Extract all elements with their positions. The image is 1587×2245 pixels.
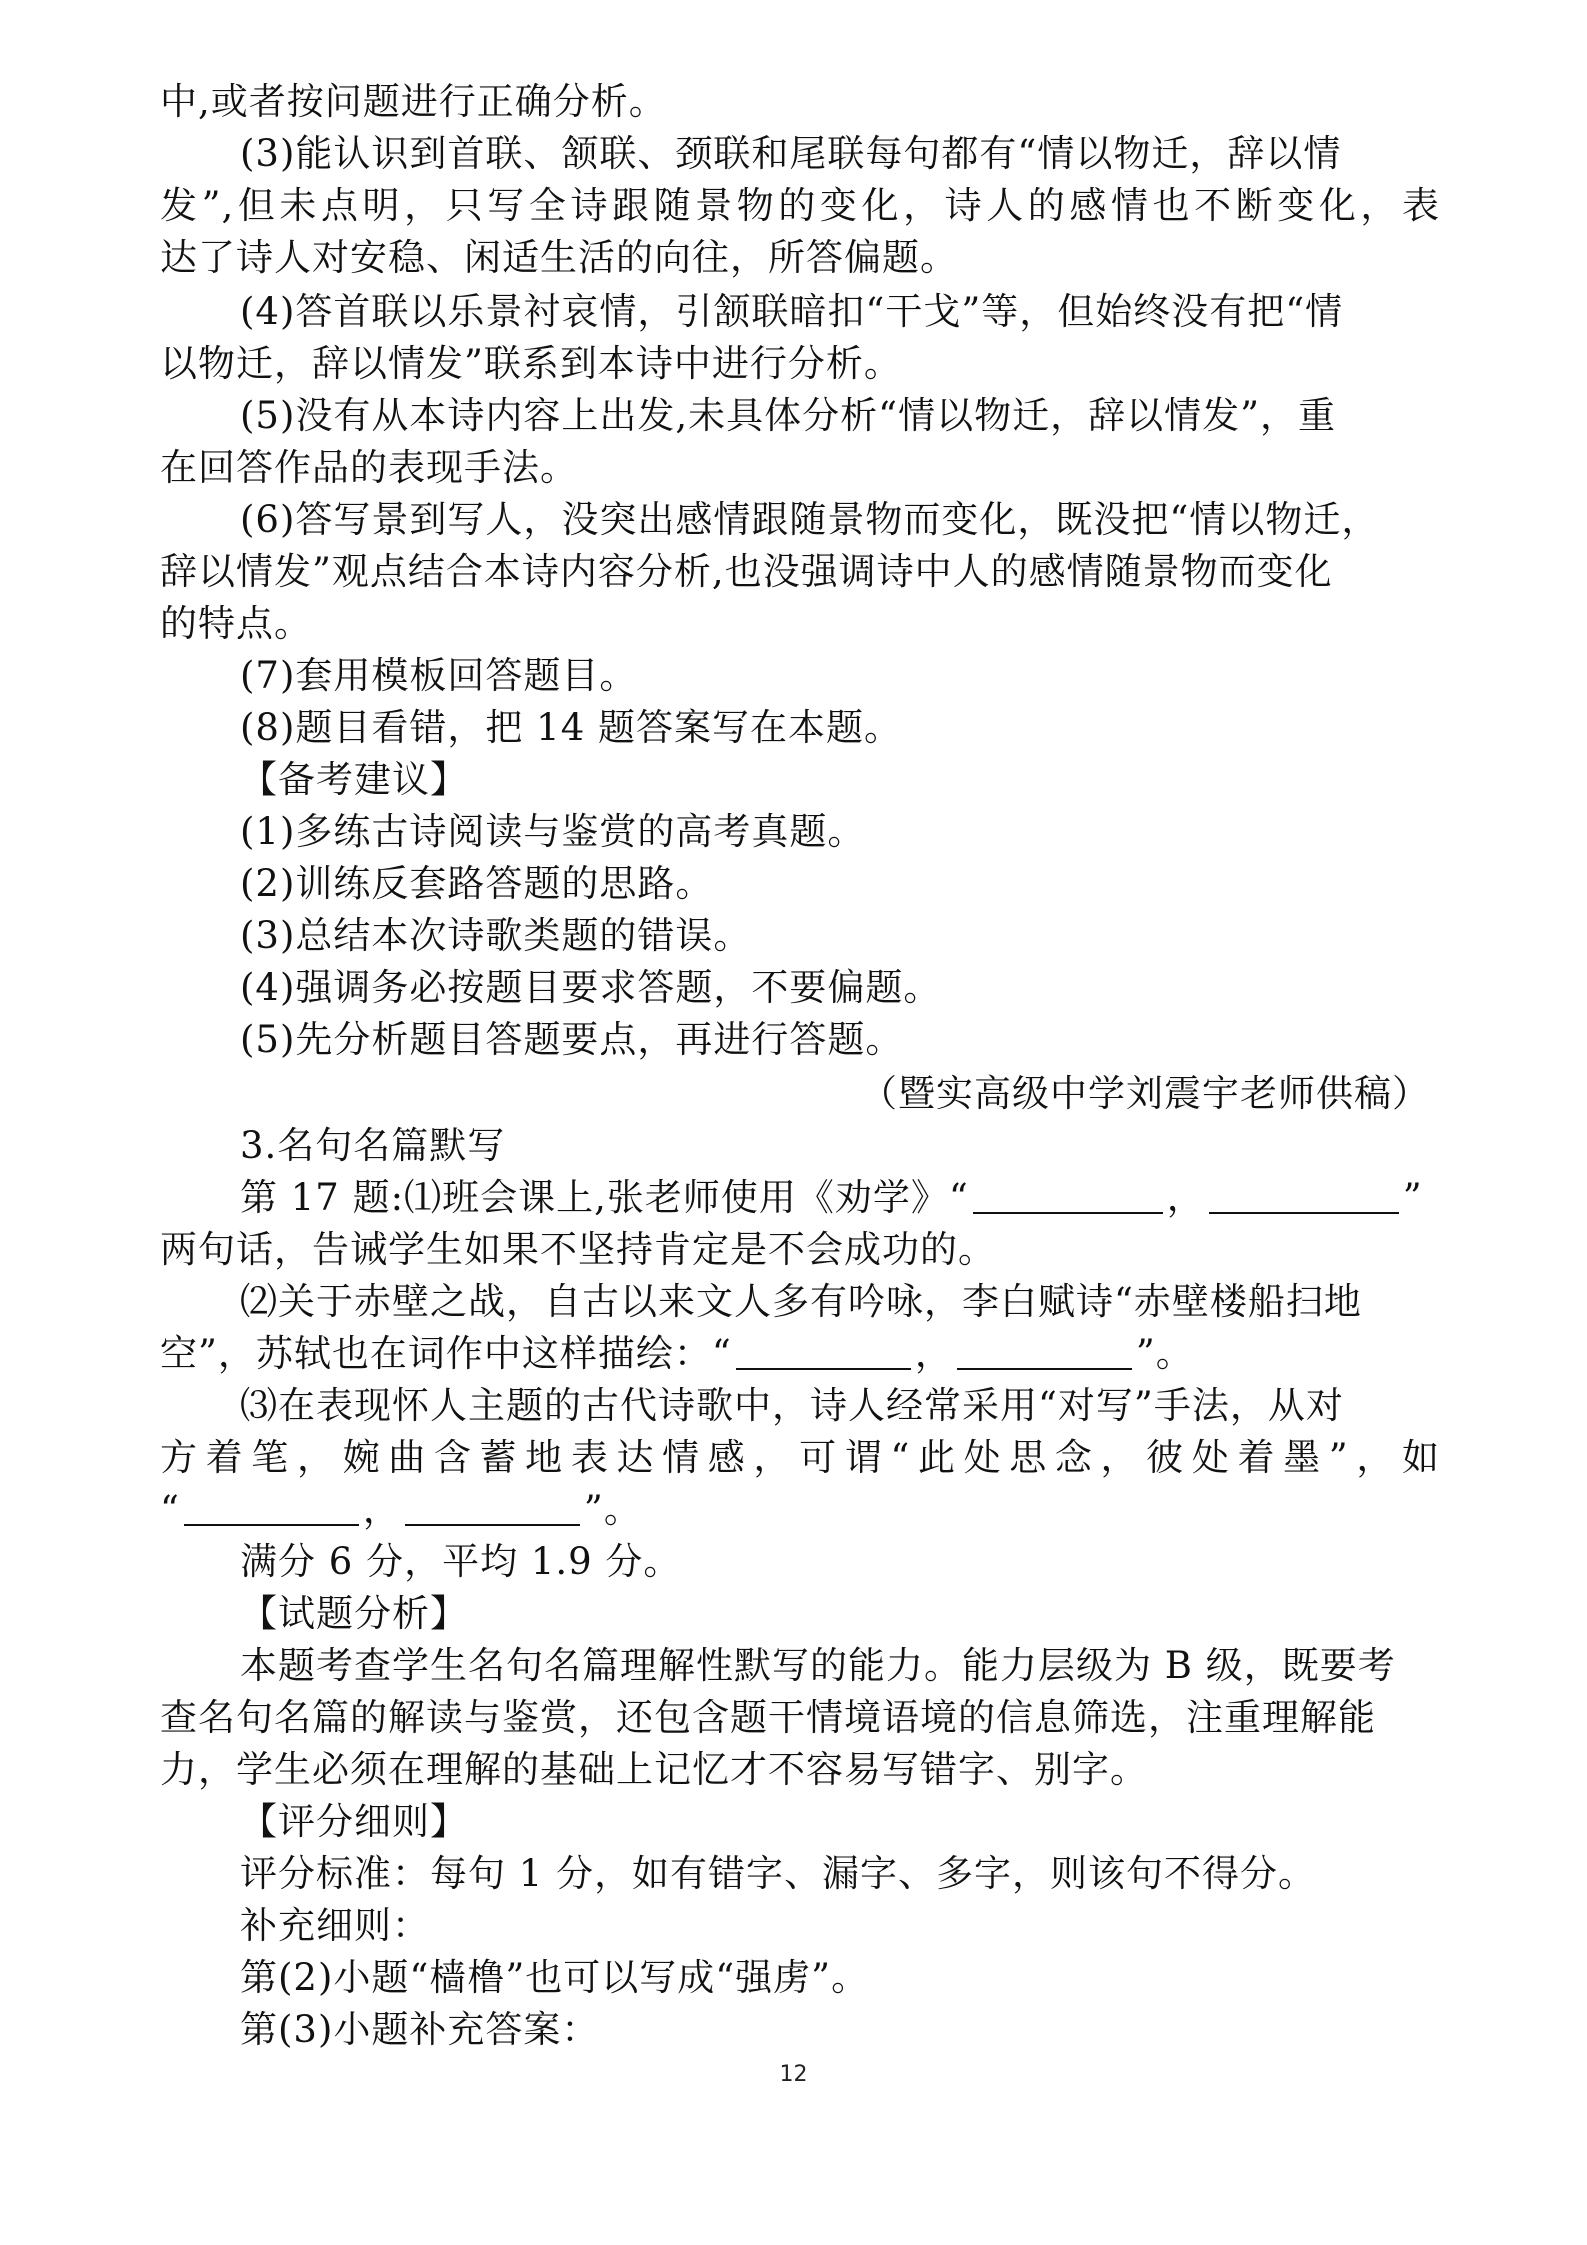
- question-text: 空”，苏轼也在词作中这样描绘：“: [160, 1332, 732, 1375]
- punctuation: ，: [1166, 1176, 1205, 1219]
- text-line: 第(2)小题“樯橹”也可以写成“强虏”。: [240, 1956, 870, 1999]
- punctuation: ”: [1402, 1176, 1423, 1219]
- text-line: 以物迁，辞以情发”联系到本诗中进行分析。: [160, 342, 902, 385]
- text-line: 在回答作品的表现手法。: [160, 446, 578, 489]
- question-line: [160, 1328, 1440, 1380]
- punctuation: “: [160, 1488, 180, 1531]
- punctuation: ”。: [1135, 1332, 1194, 1375]
- text-line: 的特点。: [160, 602, 312, 645]
- question-text: 第 17 题:⑴班会课上,张老师使用《劝学》“: [240, 1176, 969, 1219]
- page-number: 12: [779, 2062, 808, 2087]
- answer-blank: [184, 1490, 359, 1526]
- answer-blank: [736, 1334, 911, 1370]
- answer-blank: [1209, 1178, 1399, 1214]
- section-heading: 3.名句名篇默写: [240, 1124, 506, 1167]
- text-line: (3)总结本次诗歌类题的错误。: [240, 914, 752, 957]
- answer-blank: [405, 1490, 580, 1526]
- text-line: (3)能认识到首联、颔联、颈联和尾联每句都有“情以物迁，辞以情: [240, 132, 1342, 175]
- text-line: (1)多练古诗阅读与鉴赏的高考真题。: [240, 810, 866, 853]
- section-heading: 【试题分析】: [240, 1592, 468, 1635]
- question-line: [160, 1484, 1440, 1536]
- punctuation: ，: [362, 1488, 401, 1531]
- text-line: (5)没有从本诗内容上出发,未具体分析“情以物迁，辞以情发”，重: [240, 394, 1337, 437]
- score-summary: 满分 6 分，平均 1.9 分。: [240, 1540, 682, 1583]
- text-line: ⑵关于赤壁之战，自古以来文人多有吟咏，李白赋诗“赤壁楼船扫地: [240, 1280, 1362, 1323]
- text-line: (4)强调务必按题目要求答题，不要偏题。: [240, 966, 942, 1009]
- text-line: 补充细则：: [240, 1904, 430, 1947]
- text-line: 方着笔，婉曲含蓄地表达情感，可谓“此处思念，彼处着墨”，如: [160, 1436, 1440, 1479]
- text-line: 本题考查学生名句名篇理解性默写的能力。能力层级为 B 级，既要考: [240, 1644, 1396, 1687]
- answer-blank: [973, 1178, 1163, 1214]
- text-line: 第(3)小题补充答案：: [240, 2008, 600, 2051]
- question-17-line: [240, 1172, 1520, 1224]
- text-line: (2)训练反套路答题的思路。: [240, 862, 714, 905]
- text-line: 中,或者按问题进行正确分析。: [160, 80, 667, 123]
- text-line: 达了诗人对安稳、闲适生活的向往，所答偏题。: [160, 236, 958, 279]
- author-credit: （暨实高级中学刘震宇老师供稿）: [860, 1072, 1430, 1115]
- section-heading: 【备考建议】: [240, 758, 468, 801]
- answer-blank: [957, 1334, 1132, 1370]
- text-line: (8)题目看错，把 14 题答案写在本题。: [240, 706, 903, 749]
- text-line: 力，学生必须在理解的基础上记忆才不容易写错字、别字。: [160, 1748, 1148, 1791]
- text-line: 辞以情发”观点结合本诗内容分析,也没强调诗中人的感情随景物而变化: [160, 550, 1333, 593]
- text-line: (7)套用模板回答题目。: [240, 654, 638, 697]
- text-line: 查名句名篇的解读与鉴赏，还包含题干情境语境的信息筛选，注重理解能: [160, 1696, 1376, 1739]
- text-line: 评分标准：每句 1 分，如有错字、漏字、多字，则该句不得分。: [240, 1852, 1317, 1895]
- punctuation: ，: [914, 1332, 953, 1375]
- text-line: (4)答首联以乐景衬哀情，引颔联暗扣“干戈”等，但始终没有把“情: [240, 290, 1344, 333]
- text-line: ⑶在表现怀人主题的古代诗歌中，诗人经常采用“对写”手法，从对: [240, 1384, 1344, 1427]
- section-heading: 【评分细则】: [240, 1800, 468, 1843]
- punctuation: ”。: [583, 1488, 642, 1531]
- text-line: (6)答写景到写人，没突出感情跟随景物而变化，既没把“情以物迁，: [240, 498, 1380, 541]
- text-line: (5)先分析题目答题要点，再进行答题。: [240, 1018, 904, 1061]
- text-line: 发”,但未点明，只写全诗跟随景物的变化，诗人的感情也不断变化，表: [160, 184, 1440, 227]
- text-line: 两句话，告诫学生如果不坚持肯定是不会成功的。: [160, 1228, 996, 1271]
